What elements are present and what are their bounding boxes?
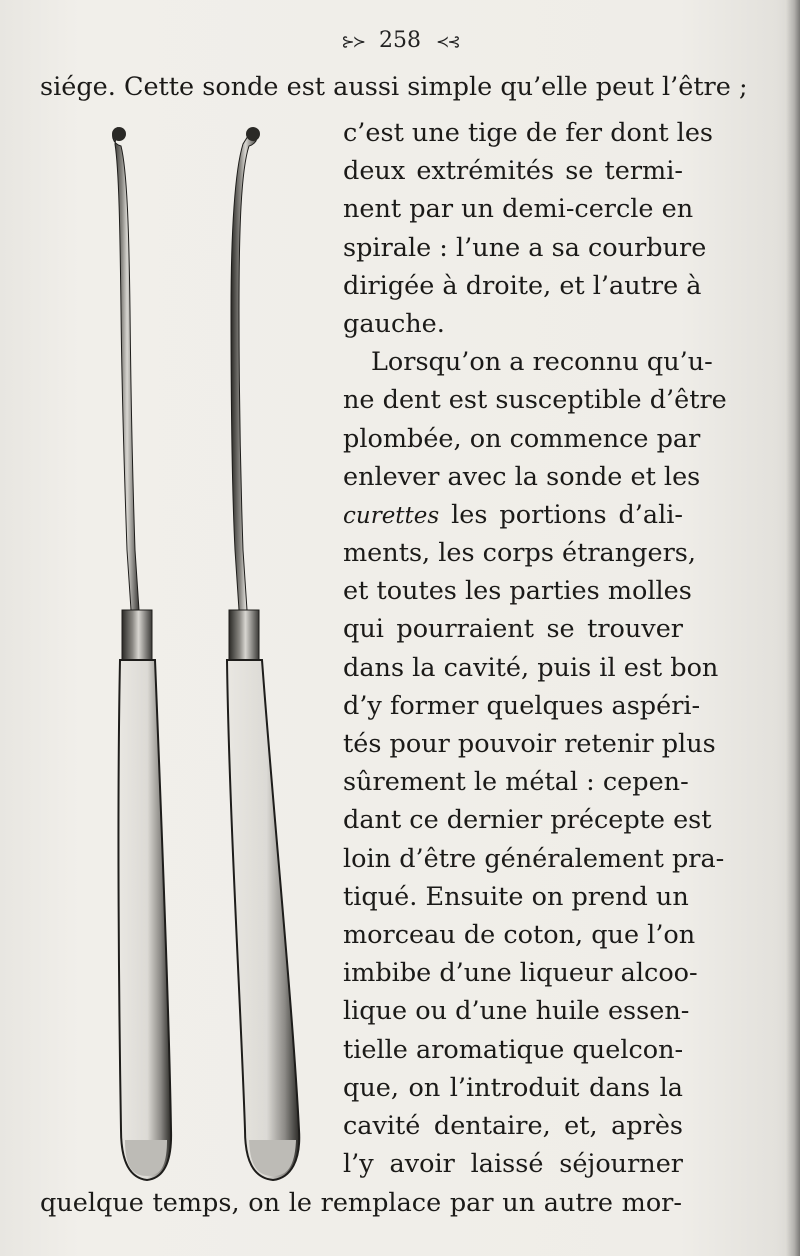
left-ornament-icon: ⊱≻	[341, 32, 364, 51]
column-line: deux extrémités se termi-	[343, 156, 683, 187]
column-line: cavité dentaire, et, après	[343, 1110, 683, 1141]
column-line-with-italic	[343, 496, 683, 534]
column-line: morceau de coton, que l’on	[343, 919, 696, 950]
probe-left	[112, 127, 171, 1180]
column-line: et toutes les parties molles	[343, 576, 692, 607]
column-line: dant ce dernier précepte est	[343, 805, 712, 836]
column-line: l’y avoir laissé séjourner	[343, 1149, 683, 1180]
column-line: ments, les corps étrangers,	[343, 538, 696, 569]
column-line: ne dent est susceptible d’être	[343, 385, 727, 416]
column-line: que, on l’introduit dans la	[343, 1072, 683, 1103]
column-line: Lorsqu’on a reconnu qu’u-	[371, 347, 713, 378]
page-header	[0, 28, 800, 53]
column-line: tielle aromatique quelcon-	[343, 1034, 684, 1065]
page-number: 258	[379, 28, 421, 53]
dental-probes-illustration	[95, 110, 345, 1190]
column-line: tiqué. Ensuite on prend un	[343, 881, 689, 912]
column-line: enlever avec la sonde et les	[343, 461, 701, 492]
column-line-rest: les portions d’ali-	[451, 499, 684, 530]
column-line: plombée, on commence par	[343, 423, 701, 454]
right-ornament-icon: ≺⊰	[436, 32, 459, 51]
column-line: lique ou d’une huile essen-	[343, 996, 690, 1027]
column-line: nent par un demi-cercle en	[343, 194, 694, 225]
column-line: dans la cavité, puis il est bon	[343, 652, 719, 683]
column-line: d’y former quelques aspéri-	[343, 690, 701, 721]
column-line: imbibe d’une liqueur alcoo-	[343, 958, 698, 989]
column-line: loin d’être généralement pra-	[343, 843, 725, 874]
text-line-top: siége. Cette sonde est aussi simple qu’elle peut l’être ;	[40, 72, 748, 102]
right-text-column	[343, 114, 727, 1183]
column-line: spirale : l’une a sa courbure	[343, 232, 707, 263]
column-line: sûrement le métal : cepen-	[343, 767, 689, 798]
column-line: c’est une tige de fer dont les	[343, 118, 714, 148]
column-line: gauche.	[343, 308, 445, 339]
column-line: dirigée à droite, et l’autre à	[343, 270, 702, 301]
probe-right	[227, 127, 299, 1180]
column-line: tés pour pouvoir retenir plus	[343, 729, 716, 759]
column-line: qui pourraient se trouver	[343, 614, 683, 645]
text-line-bottom: quelque temps, on le remplace par un autre mor-	[40, 1188, 682, 1218]
italic-term: curettes	[343, 502, 440, 529]
page-edge-shadow	[786, 0, 800, 1256]
